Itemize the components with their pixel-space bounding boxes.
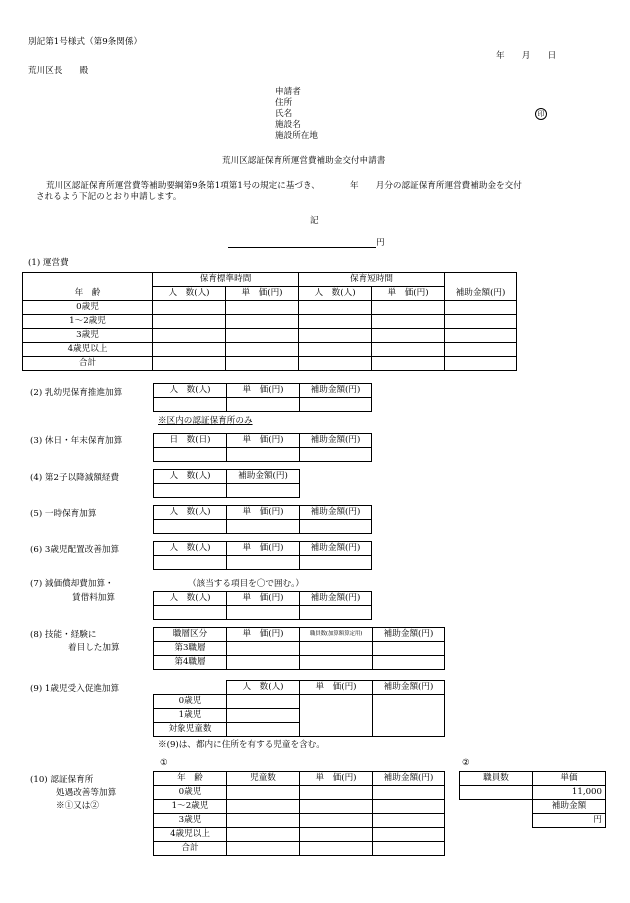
table-cell[interactable] [227,448,300,462]
table-cell[interactable] [153,357,226,371]
table-cell[interactable] [227,606,300,620]
total-amount-yen: 円 [376,238,385,248]
table-cell[interactable] [227,484,300,498]
table-cell[interactable] [300,398,372,412]
table-cell[interactable] [226,329,299,343]
s9-h2: 単 価(円) [300,681,373,695]
section-3-table [153,433,372,462]
table-cell[interactable] [373,695,445,737]
s9-row-label: 0歳児 [154,695,227,709]
section-2-label: (2) 乳幼児保育推進加算 [30,388,123,398]
s7-h3: 補助金額(円) [300,592,372,606]
section-2-note: ※区内の認証保育所のみ [158,416,253,426]
table-row [154,786,445,800]
table-cell[interactable] [226,301,299,315]
table-cell[interactable] [154,448,227,462]
s1-short-price-header: 単 価(円) [372,287,445,301]
section-1-label: (1) 運営費 [28,258,69,268]
section-8-label-1: (8) 技能・経験に [30,630,97,640]
s1-std-people-header: 人 数(人) [153,287,226,301]
s10-row-label: 合計 [154,842,227,856]
s10-row-label: 3歳児 [154,814,227,828]
s9-h3: 補助金額(円) [373,681,445,695]
name-label: 氏名 [275,109,293,119]
table-row [23,315,517,329]
s8-h3: 職員数(加算額算定用) [300,628,373,642]
table-cell[interactable] [154,606,227,620]
section-10-table-1 [153,771,445,856]
table-cell[interactable] [372,315,445,329]
section-8-label-2: 着目した加算 [68,643,120,653]
table-cell[interactable] [373,828,445,842]
s1-row-label: 0歳児 [23,301,153,315]
s1-standard-header: 保育標準時間 [153,273,299,287]
table-row [154,814,445,828]
address-label: 住所 [275,98,293,108]
table-cell[interactable] [226,315,299,329]
table-cell[interactable] [373,786,445,800]
table-cell[interactable] [373,814,445,828]
table-cell[interactable] [300,695,373,737]
table-cell[interactable] [300,642,373,656]
section-10-table-2 [459,771,606,828]
s8-h4: 補助金額(円) [373,628,445,642]
section-5-label: (5) 一時保育加算 [30,509,97,519]
table-cell[interactable] [227,398,300,412]
s1-short-header: 保育短時間 [299,273,445,287]
s10-spacer [460,800,533,814]
table-cell[interactable] [227,786,300,800]
s10-unit-value: 11,000 [533,786,606,800]
table-row [154,695,445,709]
table-cell[interactable] [227,814,300,828]
s2-h1: 人 数(人) [154,384,227,398]
table-cell[interactable] [153,343,226,357]
table-cell[interactable] [372,329,445,343]
table-row [154,448,372,462]
s7-h2: 単 価(円) [227,592,300,606]
s4-h1: 人 数(人) [154,470,227,484]
table-cell[interactable] [373,642,445,656]
s10-h-amount: 補助金額(円) [373,772,445,786]
s1-short-people-header: 人 数(人) [299,287,372,301]
s9-h1: 人 数(人) [227,681,300,695]
table-cell[interactable] [373,800,445,814]
table-cell[interactable] [154,520,227,534]
form-id: 別記第1号様式（第9条関係） [28,37,143,47]
table-row [23,329,517,343]
table-cell[interactable] [300,842,373,856]
s1-std-price-header: 単 価(円) [226,287,299,301]
table-cell[interactable] [445,315,517,329]
section-5-table [153,505,372,534]
applicant-label: 申請者 [275,87,301,97]
table-cell[interactable] [445,343,517,357]
s9-corner [154,681,227,695]
table-row [154,656,445,670]
table-cell[interactable] [227,642,300,656]
table-cell[interactable] [226,343,299,357]
table-cell[interactable] [227,828,300,842]
table-cell[interactable] [227,709,300,723]
table-cell[interactable] [445,329,517,343]
s5-h1: 人 数(人) [154,506,227,520]
table-cell[interactable] [372,357,445,371]
s6-h2: 単 価(円) [227,542,300,556]
table-cell[interactable] [300,556,372,570]
section-6-table [153,541,372,570]
s10-h-children: 児童数 [227,772,300,786]
s5-h2: 単 価(円) [227,506,300,520]
table-cell[interactable] [300,448,372,462]
section-10-label-2: 処遇改善等加算 [56,788,117,798]
section-9-table [153,680,445,737]
table-cell[interactable] [227,695,300,709]
s8-row-label: 第4職層 [154,656,227,670]
section-7-note: （該当する項目を〇で囲む。） [188,579,305,589]
table-cell[interactable] [227,656,300,670]
s3-h2: 単 価(円) [227,434,300,448]
section-2-table [153,383,372,412]
table-cell[interactable] [227,723,300,737]
table-cell[interactable] [227,800,300,814]
s9-row-label: 対象児童数 [154,723,227,737]
facility-name-label: 施設名 [275,120,301,130]
s1-row-label: 1～2歳児 [23,315,153,329]
seal-icon: 印 [535,108,547,120]
table-cell[interactable] [300,814,373,828]
section-4-label: (4) 第2子以降減額経費 [30,473,120,483]
table-row [23,301,517,315]
table-cell[interactable] [460,786,533,800]
s10-sub-yen: 円 [533,814,606,828]
s6-h1: 人 数(人) [154,542,227,556]
s7-h1: 人 数(人) [154,592,227,606]
section-7-label-1: (7) 減価償却費加算・ [30,579,114,589]
section-10-label-1: (10) 認証保育所 [30,775,94,785]
document-title: 荒川区認証保育所運営費補助金交付申請書 [222,156,386,166]
body-line-1: 荒川区認証保育所運営費等補助要綱第9条第1項第1号の規定に基づき、 年 月分の認証保育所運営費補助金を交付 [46,181,522,191]
s10-h-sub: 補助金額 [533,800,606,814]
section-1-table [22,272,517,371]
s4-h2: 補助金額(円) [227,470,300,484]
table-row [23,357,517,371]
s1-row-label: 4歳児以上 [23,343,153,357]
table-row [154,484,300,498]
s1-blank [445,273,517,287]
table-row [154,606,372,620]
table-cell[interactable] [299,301,372,315]
section-7-table [153,591,372,620]
table-row [154,398,372,412]
s1-age-header: 年 齢 [23,287,153,301]
table-cell[interactable] [300,606,372,620]
s1-corner [23,273,153,287]
s3-h1: 日 数(日) [154,434,227,448]
table-cell[interactable] [445,301,517,315]
table-row [154,520,372,534]
table-cell[interactable] [227,520,300,534]
table-cell[interactable] [300,656,373,670]
table-cell[interactable] [445,357,517,371]
table-row [154,800,445,814]
table-cell[interactable] [227,842,300,856]
section-9-note: ※(9)は、都内に住所を有する児童を含む。 [158,740,325,750]
section-9-label: (9) 1歳児受入促進加算 [30,684,120,694]
section-6-label: (6) 3歳児配置改善加算 [30,545,120,555]
s10-h-unit: 単価 [533,772,606,786]
table-cell[interactable] [154,398,227,412]
s10-row-label: 0歳児 [154,786,227,800]
table-cell[interactable] [373,842,445,856]
table-cell[interactable] [300,520,372,534]
section-4-table [153,469,300,498]
table-row [154,556,372,570]
section-3-label: (3) 休日・年末保育加算 [30,436,123,446]
table-row [154,842,445,856]
s6-h3: 補助金額(円) [300,542,372,556]
addressee: 荒川区長 殿 [28,66,89,76]
s10-row-label: 1～2歳児 [154,800,227,814]
section-10-label-3: ※①又は② [56,801,99,811]
body-line-2: されるよう下記のとおり申請します。 [36,192,182,202]
table-cell[interactable] [299,357,372,371]
table-row [460,786,606,800]
table-cell[interactable] [153,315,226,329]
total-amount-line [228,246,376,248]
s10-spacer [460,814,533,828]
s2-h3: 補助金額(円) [300,384,372,398]
facility-address-label: 施設所在地 [275,131,318,141]
table-cell[interactable] [299,343,372,357]
s10-h-staff: 職員数 [460,772,533,786]
table-cell[interactable] [300,800,373,814]
option-1-marker: ① [160,758,168,768]
table-cell[interactable] [154,556,227,570]
table-cell[interactable] [154,484,227,498]
option-2-marker: ② [462,758,470,768]
s10-row-label: 4歳児以上 [154,828,227,842]
table-row [154,642,445,656]
table-row [154,828,445,842]
table-cell[interactable] [299,315,372,329]
s1-row-label: 3歳児 [23,329,153,343]
s10-h-price: 単 価(円) [300,772,373,786]
table-cell[interactable] [153,329,226,343]
table-cell[interactable] [372,301,445,315]
s10-h-age: 年 齢 [154,772,227,786]
table-cell[interactable] [299,329,372,343]
table-cell[interactable] [372,343,445,357]
s8-h2: 単 価(円) [227,628,300,642]
section-8-table [153,627,445,670]
ki-heading: 記 [310,216,319,226]
s1-amount-header: 補助金額(円) [445,287,517,301]
table-cell[interactable] [300,786,373,800]
s9-row-label: 1歳児 [154,709,227,723]
table-cell[interactable] [300,828,373,842]
date-line: 年 月 日 [496,51,557,61]
section-7-label-2: 賃借料加算 [72,593,115,603]
s8-h1: 職層区分 [154,628,227,642]
s1-row-label: 合計 [23,357,153,371]
table-cell[interactable] [153,301,226,315]
table-cell[interactable] [227,556,300,570]
s8-row-label: 第3職層 [154,642,227,656]
table-cell[interactable] [226,357,299,371]
s2-h2: 単 価(円) [227,384,300,398]
s5-h3: 補助金額(円) [300,506,372,520]
s3-h3: 補助金額(円) [300,434,372,448]
table-row [23,343,517,357]
table-cell[interactable] [373,656,445,670]
